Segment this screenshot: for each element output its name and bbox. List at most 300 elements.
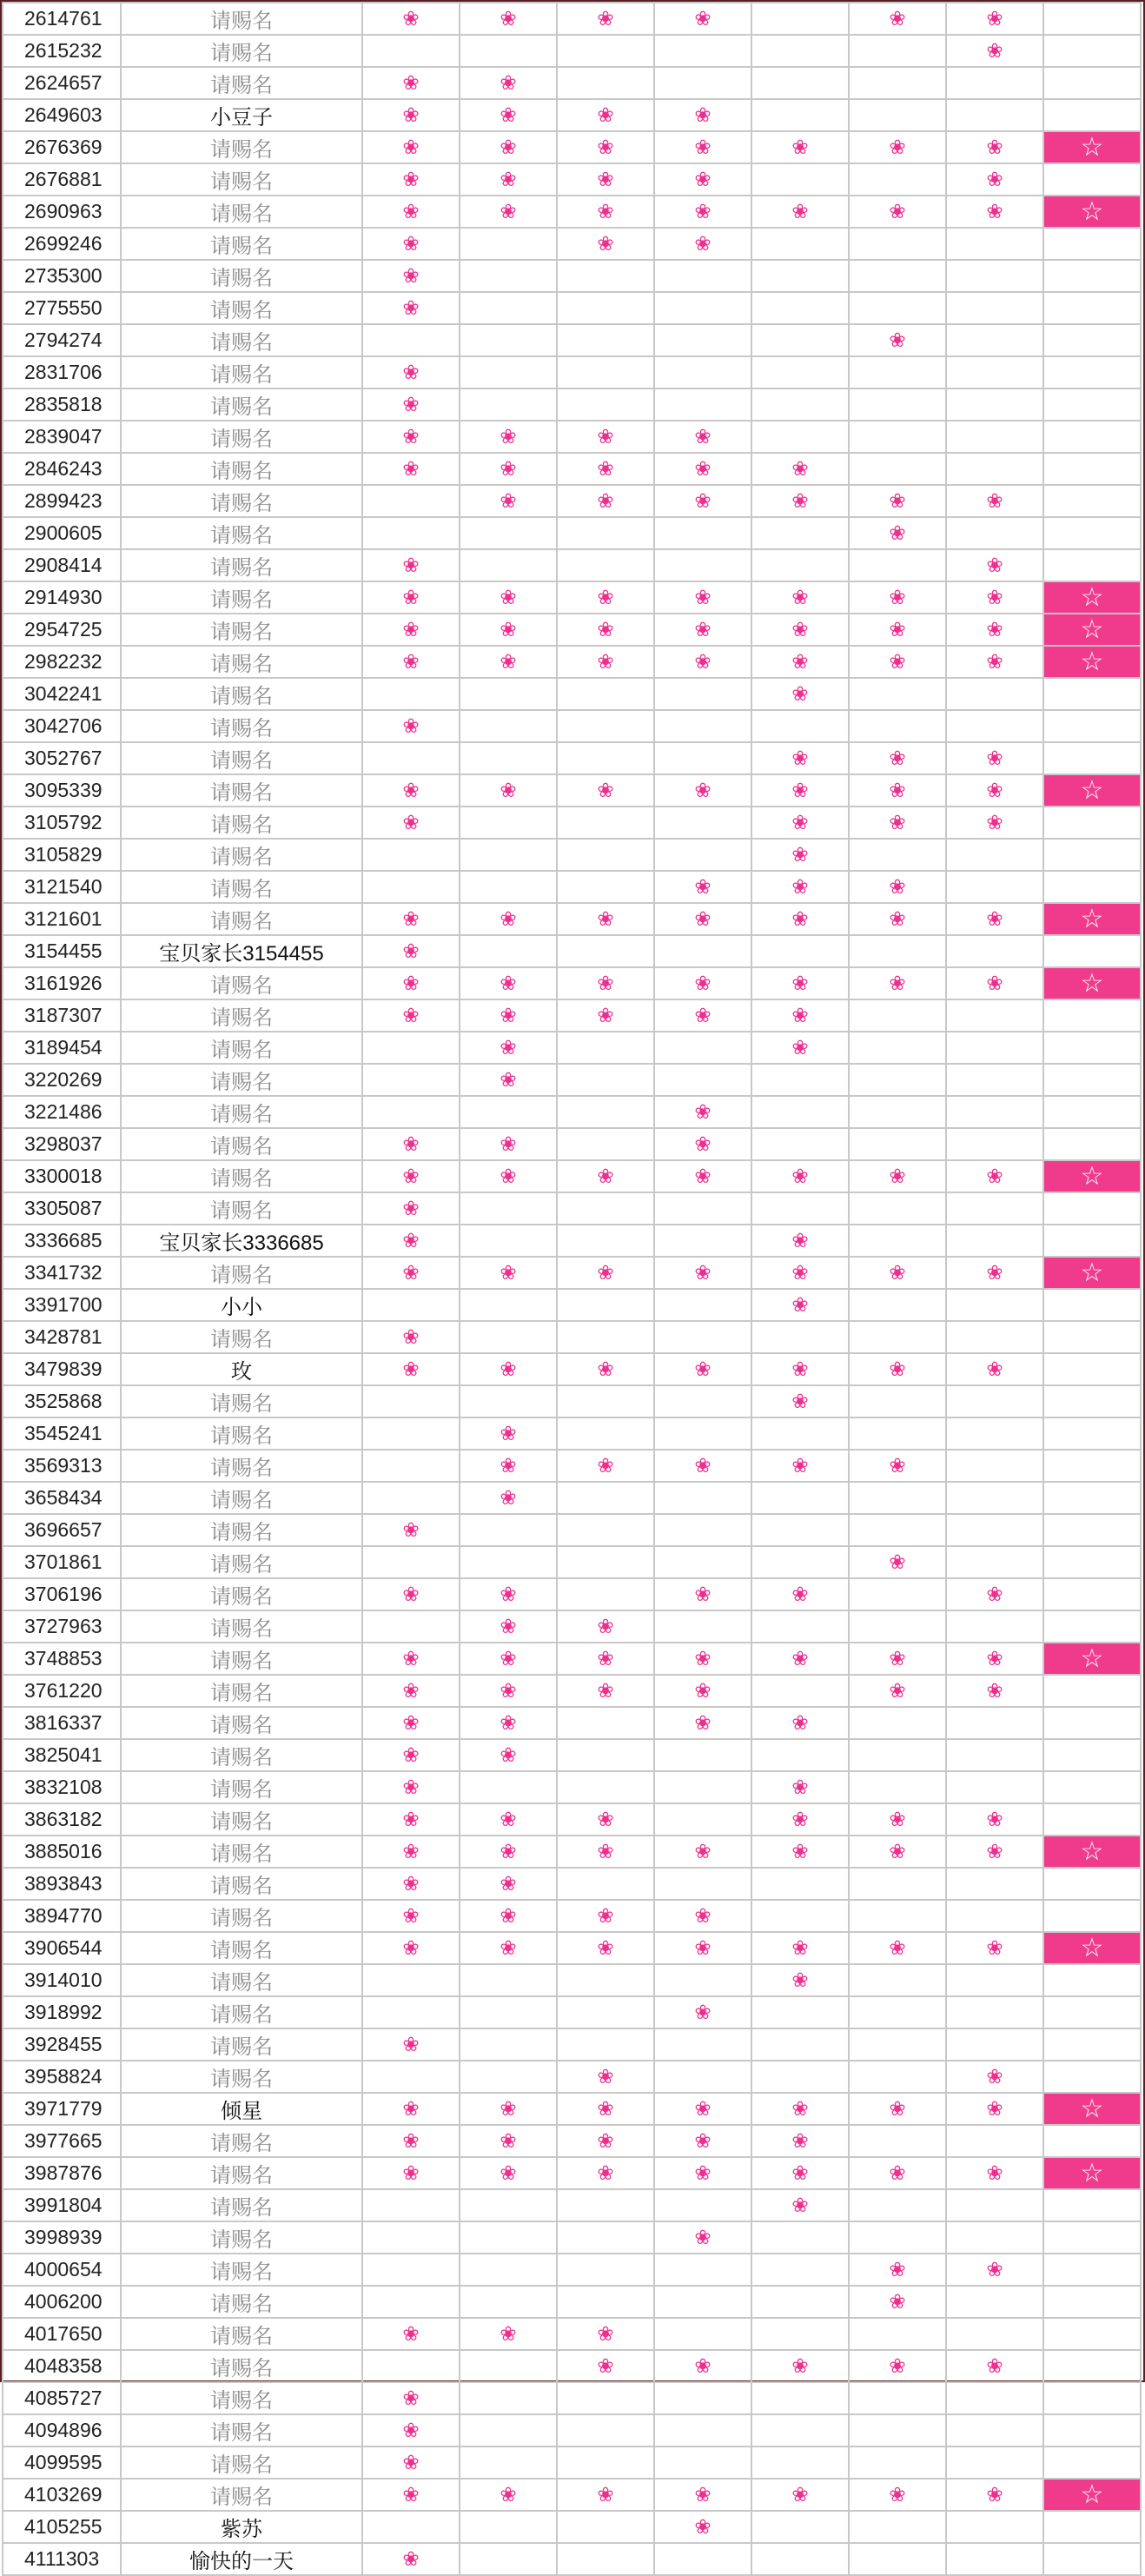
table-row[interactable] — [3, 774, 1141, 807]
mark-cell — [362, 485, 460, 517]
star-cell[interactable] — [1043, 967, 1141, 999]
table-row[interactable] — [3, 1610, 1141, 1643]
table-row[interactable] — [3, 2028, 1141, 2061]
pet-name[interactable]: 请赐名 — [121, 2254, 362, 2286]
mark-cell — [557, 935, 654, 967]
mark-cell — [849, 292, 946, 324]
pet-name[interactable]: 请赐名 — [121, 1739, 362, 1771]
mark-cell — [946, 1353, 1043, 1385]
pet-id: 3187307 — [3, 999, 121, 1032]
table-row[interactable] — [3, 2318, 1141, 2350]
mark-cell — [557, 710, 654, 742]
table-row[interactable] — [3, 1321, 1141, 1353]
mark-cell — [460, 2543, 557, 2575]
mark-cell — [849, 485, 946, 517]
mark-cell — [849, 2254, 946, 2286]
table-row[interactable] — [3, 1643, 1141, 1675]
star-cell[interactable] — [1043, 581, 1141, 614]
pet-name[interactable]: 请赐名 — [121, 1900, 362, 1932]
pet-name[interactable]: 请赐名 — [121, 1192, 362, 1225]
pet-name[interactable]: 请赐名 — [121, 517, 362, 549]
pet-name[interactable]: 请赐名 — [121, 839, 362, 871]
pet-name[interactable]: 请赐名 — [121, 1868, 362, 1900]
mark-cell — [849, 1546, 946, 1578]
table-row[interactable] — [3, 1803, 1141, 1836]
flower-icon: ❀ — [791, 1004, 809, 1026]
flower-icon: ❀ — [597, 586, 614, 608]
flower-icon: ❀ — [694, 1261, 711, 1284]
mark-cell — [362, 1546, 460, 1578]
pet-id: 4103269 — [3, 2479, 121, 2511]
mark-cell — [557, 774, 654, 807]
star-cell — [1043, 35, 1141, 67]
pet-name[interactable]: 请赐名 — [121, 1128, 362, 1160]
table-row[interactable] — [3, 1450, 1141, 1482]
mark-cell — [654, 1675, 751, 1707]
pet-name[interactable]: 请赐名 — [121, 2350, 362, 2382]
flower-icon: ❀ — [597, 1936, 614, 1959]
table-row[interactable] — [3, 2382, 1141, 2414]
mark-cell — [946, 1771, 1043, 1803]
mark-cell — [849, 1771, 946, 1803]
mark-cell — [946, 2125, 1043, 2157]
mark-cell — [557, 999, 654, 1032]
pet-name[interactable]: 请赐名 — [121, 292, 362, 324]
table-row[interactable] — [3, 1482, 1141, 1514]
mark-cell — [362, 228, 460, 260]
pet-name[interactable]: 请赐名 — [121, 2125, 362, 2157]
pet-name[interactable]: 请赐名 — [121, 1707, 362, 1739]
mark-cell — [460, 1450, 557, 1482]
star-cell[interactable] — [1043, 1932, 1141, 1964]
pet-name[interactable]: 请赐名 — [121, 228, 362, 260]
table-row[interactable] — [3, 485, 1141, 517]
table-row[interactable] — [3, 2479, 1141, 2511]
table-row[interactable] — [3, 517, 1141, 549]
flower-icon: ❀ — [986, 2483, 1003, 2506]
pet-id: 3928455 — [3, 2028, 121, 2061]
pet-name[interactable]: 请赐名 — [121, 1064, 362, 1096]
table-row[interactable] — [3, 1064, 1141, 1096]
pet-id: 3569313 — [3, 1450, 121, 1482]
flower-icon: ❀ — [402, 618, 420, 641]
flower-icon: ❀ — [791, 586, 809, 608]
pet-name[interactable]: 请赐名 — [121, 1675, 362, 1707]
star-cell[interactable] — [1043, 646, 1141, 678]
star-cell[interactable] — [1043, 1160, 1141, 1192]
pet-name[interactable]: 小豆子 — [121, 99, 362, 131]
mark-cell — [946, 3, 1043, 35]
pet-name[interactable]: 请赐名 — [121, 903, 362, 935]
table-row[interactable] — [3, 1771, 1141, 1803]
star-icon: ☆ — [1080, 133, 1104, 162]
pet-name[interactable]: 请赐名 — [121, 1096, 362, 1128]
mark-cell — [654, 1771, 751, 1803]
table-row[interactable] — [3, 324, 1141, 356]
star-cell — [1043, 1578, 1141, 1610]
star-cell[interactable] — [1043, 614, 1141, 646]
table-row[interactable] — [3, 807, 1141, 839]
mark-cell — [751, 1160, 849, 1192]
table-row[interactable] — [3, 2061, 1141, 2093]
table-row[interactable] — [3, 1417, 1141, 1450]
table-row[interactable] — [3, 2093, 1141, 2125]
table-row[interactable] — [3, 1514, 1141, 1546]
flower-icon: ❀ — [889, 2161, 906, 2184]
table-row[interactable] — [3, 2221, 1141, 2254]
pet-name[interactable]: 倾星 — [121, 2093, 362, 2125]
table-row[interactable] — [3, 2189, 1141, 2221]
pet-name[interactable]: 请赐名 — [121, 1482, 362, 1514]
flower-icon: ❀ — [500, 489, 517, 512]
pet-id: 3121540 — [3, 871, 121, 903]
flower-icon: ❀ — [500, 1872, 517, 1895]
mark-cell — [654, 2479, 751, 2511]
pet-name[interactable]: 请赐名 — [121, 2414, 362, 2447]
mark-cell — [460, 614, 557, 646]
mark-cell — [946, 2286, 1043, 2318]
pet-name[interactable]: 请赐名 — [121, 2189, 362, 2221]
star-cell — [1043, 2221, 1141, 2254]
mark-cell — [362, 742, 460, 774]
pet-name[interactable]: 请赐名 — [121, 1803, 362, 1836]
pet-name[interactable]: 请赐名 — [121, 1964, 362, 1996]
mark-cell — [751, 2543, 849, 2575]
mark-cell — [557, 292, 654, 324]
table-row[interactable] — [3, 2511, 1141, 2543]
flower-icon: ❀ — [889, 489, 906, 512]
table-row[interactable] — [3, 2350, 1141, 2382]
table-row[interactable] — [3, 453, 1141, 485]
mark-cell — [946, 1675, 1043, 1707]
pet-name[interactable]: 请赐名 — [121, 646, 362, 678]
pet-name[interactable]: 请赐名 — [121, 356, 362, 388]
pet-name[interactable]: 请赐名 — [121, 1932, 362, 1964]
table-row[interactable] — [3, 967, 1141, 999]
mark-cell — [362, 1450, 460, 1482]
table-row[interactable] — [3, 839, 1141, 871]
pet-name[interactable]: 请赐名 — [121, 1771, 362, 1803]
mark-cell — [362, 710, 460, 742]
mark-cell — [460, 1546, 557, 1578]
mark-cell — [751, 260, 849, 292]
pet-name[interactable]: 请赐名 — [121, 453, 362, 485]
pet-name[interactable]: 请赐名 — [121, 807, 362, 839]
flower-icon: ❀ — [791, 779, 809, 801]
table-row[interactable] — [3, 131, 1141, 163]
table-row[interactable] — [3, 935, 1141, 967]
pet-name[interactable]: 请赐名 — [121, 3, 362, 35]
pet-name[interactable]: 请赐名 — [121, 2221, 362, 2254]
flower-icon: ❀ — [402, 779, 420, 801]
pet-name[interactable]: 请赐名 — [121, 260, 362, 292]
table-row[interactable] — [3, 67, 1141, 99]
table-row[interactable] — [3, 292, 1141, 324]
table-row[interactable] — [3, 356, 1141, 388]
star-cell — [1043, 1996, 1141, 2028]
table-row[interactable] — [3, 871, 1141, 903]
table-row[interactable] — [3, 2157, 1141, 2189]
mark-cell — [751, 292, 849, 324]
pet-name[interactable]: 请赐名 — [121, 2157, 362, 2189]
star-cell — [1043, 1964, 1141, 1996]
flower-icon: ❀ — [889, 875, 906, 898]
mark-cell — [654, 614, 751, 646]
pet-id: 2914930 — [3, 581, 121, 614]
table-row[interactable] — [3, 421, 1141, 453]
flower-icon: ❀ — [694, 2226, 711, 2248]
pet-name[interactable]: 请赐名 — [121, 196, 362, 228]
pet-name[interactable]: 请赐名 — [121, 2286, 362, 2318]
pet-id: 2900605 — [3, 517, 121, 549]
pet-name[interactable]: 请赐名 — [121, 1257, 362, 1289]
pet-name[interactable]: 请赐名 — [121, 1610, 362, 1643]
flower-icon: ❀ — [597, 2354, 614, 2377]
pet-name[interactable]: 请赐名 — [121, 1385, 362, 1417]
table-row[interactable] — [3, 2414, 1141, 2447]
pet-name[interactable]: 请赐名 — [121, 2479, 362, 2511]
mark-cell — [849, 2093, 946, 2125]
flower-icon: ❀ — [889, 136, 906, 158]
table-row[interactable] — [3, 999, 1141, 1032]
mark-cell — [460, 67, 557, 99]
star-cell[interactable] — [1043, 1643, 1141, 1675]
mark-cell — [460, 2286, 557, 2318]
flower-icon: ❀ — [791, 972, 809, 994]
mark-cell — [946, 453, 1043, 485]
flower-icon: ❀ — [597, 489, 614, 512]
mark-cell — [751, 1578, 849, 1610]
mark-cell — [557, 2125, 654, 2157]
pet-name[interactable]: 请赐名 — [121, 324, 362, 356]
table-row[interactable] — [3, 1192, 1141, 1225]
flower-icon: ❀ — [694, 136, 711, 158]
table-row[interactable] — [3, 1836, 1141, 1868]
flower-icon: ❀ — [402, 1776, 420, 1798]
flower-icon: ❀ — [889, 1647, 906, 1670]
flower-icon: ❀ — [402, 1904, 420, 1927]
flower-icon: ❀ — [986, 1583, 1003, 1605]
mark-cell — [946, 1868, 1043, 1900]
star-cell — [1043, 1900, 1141, 1932]
mark-cell — [751, 1868, 849, 1900]
mark-cell — [460, 2479, 557, 2511]
table-row[interactable] — [3, 1996, 1141, 2028]
table-row[interactable] — [3, 2543, 1141, 2575]
pet-name[interactable]: 请赐名 — [121, 1321, 362, 1353]
star-cell — [1043, 99, 1141, 131]
pet-name[interactable]: 请赐名 — [121, 1996, 362, 2028]
pet-name[interactable]: 请赐名 — [121, 2028, 362, 2061]
mark-cell — [654, 1578, 751, 1610]
mark-cell — [654, 839, 751, 871]
table-row[interactable] — [3, 903, 1141, 935]
pet-id: 2624657 — [3, 67, 121, 99]
table-row[interactable] — [3, 742, 1141, 774]
table-row[interactable] — [3, 35, 1141, 67]
table-row[interactable] — [3, 1932, 1141, 1964]
star-cell[interactable] — [1043, 2157, 1141, 2189]
table-row[interactable] — [3, 678, 1141, 710]
table-row[interactable] — [3, 710, 1141, 742]
mark-cell — [557, 1353, 654, 1385]
pet-name[interactable]: 玫 — [121, 1353, 362, 1385]
table-row[interactable] — [3, 1225, 1141, 1257]
table-row[interactable] — [3, 1128, 1141, 1160]
pet-name[interactable]: 请赐名 — [121, 2382, 362, 2414]
table-row[interactable] — [3, 1739, 1141, 1771]
table-row[interactable] — [3, 581, 1141, 614]
flower-icon: ❀ — [889, 2290, 906, 2313]
pet-name[interactable]: 请赐名 — [121, 388, 362, 421]
table-row[interactable] — [3, 1289, 1141, 1321]
flower-icon: ❀ — [402, 2547, 420, 2570]
pet-id: 3305087 — [3, 1192, 121, 1225]
pet-name[interactable]: 宝贝家长3336685 — [121, 1225, 362, 1257]
mark-cell — [460, 2382, 557, 2414]
flower-icon: ❀ — [986, 2354, 1003, 2377]
pet-name[interactable]: 请赐名 — [121, 1546, 362, 1578]
mark-cell — [654, 67, 751, 99]
pet-name[interactable]: 请赐名 — [121, 581, 362, 614]
table-row[interactable] — [3, 2447, 1141, 2479]
pet-name[interactable]: 宝贝家长3154455 — [121, 935, 362, 967]
star-cell[interactable] — [1043, 1836, 1141, 1868]
table-row[interactable] — [3, 1868, 1141, 1900]
table-row[interactable] — [3, 1096, 1141, 1128]
table-row[interactable] — [3, 2125, 1141, 2157]
star-cell[interactable] — [1043, 2093, 1141, 2125]
mark-cell — [557, 1417, 654, 1450]
mark-cell — [946, 1289, 1043, 1321]
pet-name[interactable]: 小小 — [121, 1289, 362, 1321]
mark-cell — [654, 2221, 751, 2254]
mark-cell — [557, 1771, 654, 1803]
pet-name[interactable]: 请赐名 — [121, 2447, 362, 2479]
table-row[interactable] — [3, 228, 1141, 260]
star-cell[interactable] — [1043, 1257, 1141, 1289]
mark-cell — [946, 967, 1043, 999]
flower-icon: ❀ — [597, 2097, 614, 2120]
pet-name[interactable]: 请赐名 — [121, 1643, 362, 1675]
pet-name[interactable]: 请赐名 — [121, 1514, 362, 1546]
pet-name[interactable]: 请赐名 — [121, 1450, 362, 1482]
pet-name[interactable]: 愉快的一天 — [121, 2543, 362, 2575]
table-row[interactable] — [3, 646, 1141, 678]
star-cell[interactable] — [1043, 774, 1141, 807]
mark-cell — [460, 356, 557, 388]
pet-name[interactable]: 请赐名 — [121, 742, 362, 774]
flower-icon: ❀ — [402, 1936, 420, 1959]
table-row[interactable] — [3, 2254, 1141, 2286]
table-row[interactable] — [3, 1032, 1141, 1064]
flower-icon: ❀ — [986, 1679, 1003, 1702]
mark-cell — [849, 903, 946, 935]
mark-cell — [751, 35, 849, 67]
table-row[interactable] — [3, 260, 1141, 292]
pet-name[interactable]: 请赐名 — [121, 485, 362, 517]
table-row[interactable] — [3, 1675, 1141, 1707]
pet-name[interactable]: 请赐名 — [121, 774, 362, 807]
table-row[interactable] — [3, 1964, 1141, 1996]
mark-cell — [557, 2221, 654, 2254]
star-cell[interactable] — [1043, 196, 1141, 228]
table-row[interactable] — [3, 388, 1141, 421]
pet-name[interactable]: 紫苏 — [121, 2511, 362, 2543]
table-row[interactable] — [3, 1546, 1141, 1578]
pet-name[interactable]: 请赐名 — [121, 549, 362, 581]
mark-cell — [946, 903, 1043, 935]
pet-name[interactable]: 请赐名 — [121, 710, 362, 742]
pet-name[interactable]: 请赐名 — [121, 614, 362, 646]
table-row[interactable] — [3, 1353, 1141, 1385]
table-row[interactable] — [3, 1900, 1141, 1932]
mark-cell — [849, 2543, 946, 2575]
flower-icon: ❀ — [402, 1261, 420, 1284]
flower-icon: ❀ — [694, 2515, 711, 2538]
pet-id: 3998939 — [3, 2221, 121, 2254]
star-cell[interactable] — [1043, 2479, 1141, 2511]
pet-name[interactable]: 请赐名 — [121, 2061, 362, 2093]
mark-cell — [946, 839, 1043, 871]
flower-icon: ❀ — [889, 1165, 906, 1187]
table-row[interactable] — [3, 1257, 1141, 1289]
table-row[interactable] — [3, 163, 1141, 196]
pet-name[interactable]: 请赐名 — [121, 163, 362, 196]
mark-cell — [654, 1514, 751, 1546]
mark-cell — [751, 2125, 849, 2157]
pet-name[interactable]: 请赐名 — [121, 871, 362, 903]
star-cell[interactable] — [1043, 131, 1141, 163]
mark-cell — [557, 1482, 654, 1514]
table-row[interactable] — [3, 549, 1141, 581]
table-row[interactable] — [3, 1707, 1141, 1739]
mark-cell — [557, 581, 654, 614]
star-cell[interactable] — [1043, 903, 1141, 935]
pet-name[interactable]: 请赐名 — [121, 421, 362, 453]
mark-cell — [460, 1643, 557, 1675]
table-row[interactable] — [3, 2286, 1141, 2318]
pet-name[interactable]: 请赐名 — [121, 678, 362, 710]
pet-name[interactable]: 请赐名 — [121, 999, 362, 1032]
pet-name[interactable]: 请赐名 — [121, 1836, 362, 1868]
pet-name[interactable]: 请赐名 — [121, 1032, 362, 1064]
pet-name[interactable]: 请赐名 — [121, 1160, 362, 1192]
pet-name[interactable]: 请赐名 — [121, 967, 362, 999]
pet-name[interactable]: 请赐名 — [121, 131, 362, 163]
mark-cell — [654, 1032, 751, 1064]
table-row[interactable] — [3, 1160, 1141, 1192]
star-cell — [1043, 2350, 1141, 2382]
table-row[interactable] — [3, 196, 1141, 228]
flower-icon: ❀ — [791, 907, 809, 930]
table-row[interactable] — [3, 614, 1141, 646]
table-row[interactable] — [3, 1578, 1141, 1610]
pet-name[interactable]: 请赐名 — [121, 2318, 362, 2350]
mark-cell — [460, 292, 557, 324]
table-row[interactable] — [3, 1385, 1141, 1417]
flower-icon: ❀ — [500, 71, 517, 94]
pet-name[interactable]: 请赐名 — [121, 1578, 362, 1610]
star-cell — [1043, 1675, 1141, 1707]
mark-cell — [654, 3, 751, 35]
table-row[interactable] — [3, 99, 1141, 131]
pet-name[interactable]: 请赐名 — [121, 1417, 362, 1450]
pet-name[interactable]: 请赐名 — [121, 35, 362, 67]
pet-name[interactable]: 请赐名 — [121, 67, 362, 99]
mark-cell — [362, 774, 460, 807]
table-row[interactable] — [3, 3, 1141, 35]
